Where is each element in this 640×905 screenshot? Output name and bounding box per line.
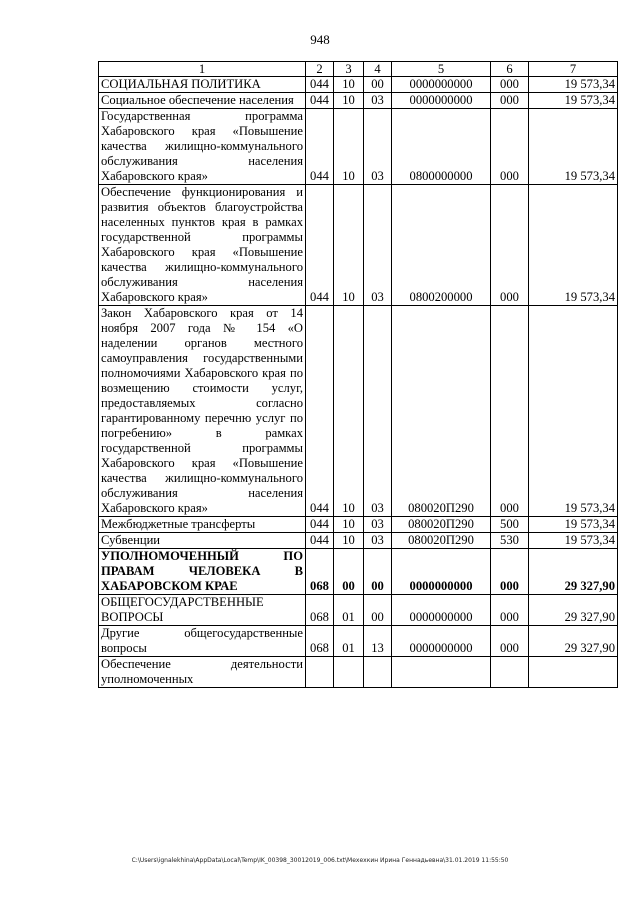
table-row — [99, 549, 618, 595]
row-code-section: 10 — [334, 93, 364, 109]
row-code-expense-type: 000 — [491, 626, 529, 657]
row-code-section: 00 — [334, 549, 364, 595]
row-name: Обеспечение деятельности уполномоченных — [99, 657, 306, 688]
row-code-subsection: 00 — [364, 77, 392, 93]
table-row — [99, 306, 618, 517]
row-amount: 19 573,34 — [529, 306, 618, 517]
row-code-ministry: 068 — [306, 595, 334, 626]
row-name: Закон Хабаровского края от 14 ноября 2007 года № 154 «О наделении органов местного самоуправления государственными полномочиями Хабаровского края по возмещению стоимости услуг, предоставляемых согласно гарантированному перечню услуг по погребению» в рамках государственной программы Хабаровского края «Повышение качества жилищно-коммунального обслуживания населения Хабаровского края» — [99, 306, 306, 517]
column-header: 4 — [364, 62, 392, 77]
row-code-section: 10 — [334, 77, 364, 93]
row-code-target — [392, 657, 491, 688]
row-amount: 19 573,34 — [529, 185, 618, 306]
row-code-subsection: 00 — [364, 549, 392, 595]
page-number: 948 — [310, 32, 330, 47]
row-amount: 29 327,90 — [529, 549, 618, 595]
row-code-ministry: 044 — [306, 517, 334, 533]
row-code-target: 0000000000 — [392, 77, 491, 93]
row-code-expense-type: 000 — [491, 93, 529, 109]
row-amount: 19 573,34 — [529, 93, 618, 109]
row-code-target: 080020П290 — [392, 306, 491, 517]
row-amount: 19 573,34 — [529, 517, 618, 533]
row-code-target: 080020П290 — [392, 517, 491, 533]
row-code-section: 10 — [334, 185, 364, 306]
row-code-subsection: 03 — [364, 109, 392, 185]
row-code-expense-type: 000 — [491, 549, 529, 595]
row-amount: 29 327,90 — [529, 595, 618, 626]
row-code-subsection: 03 — [364, 93, 392, 109]
table-row — [99, 657, 618, 688]
row-amount: 29 327,90 — [529, 626, 618, 657]
row-name: ОБЩЕГОСУДАРСТВЕННЫЕ ВОПРОСЫ — [99, 595, 306, 626]
row-code-expense-type: 530 — [491, 533, 529, 549]
column-header: 2 — [306, 62, 334, 77]
row-code-subsection: 03 — [364, 533, 392, 549]
table-row — [99, 109, 618, 185]
row-code-section: 10 — [334, 109, 364, 185]
row-code-ministry: 044 — [306, 185, 334, 306]
row-code-ministry: 068 — [306, 626, 334, 657]
row-code-subsection: 03 — [364, 517, 392, 533]
row-amount: 19 573,34 — [529, 109, 618, 185]
table-row — [99, 595, 618, 626]
row-code-ministry: 044 — [306, 77, 334, 93]
budget-table — [98, 61, 618, 688]
row-code-ministry: 044 — [306, 109, 334, 185]
row-code-expense-type: 500 — [491, 517, 529, 533]
table-row — [99, 93, 618, 109]
row-amount: 19 573,34 — [529, 533, 618, 549]
row-code-target: 0000000000 — [392, 595, 491, 626]
table-header-row — [99, 62, 618, 77]
row-code-target: 080020П290 — [392, 533, 491, 549]
row-code-expense-type: 000 — [491, 77, 529, 93]
row-code-subsection: 13 — [364, 626, 392, 657]
row-code-target: 0000000000 — [392, 93, 491, 109]
row-amount: 19 573,34 — [529, 77, 618, 93]
row-code-ministry: 044 — [306, 533, 334, 549]
row-code-expense-type: 000 — [491, 595, 529, 626]
column-header: 7 — [529, 62, 618, 77]
row-code-section — [334, 657, 364, 688]
column-header: 6 — [491, 62, 529, 77]
row-name: Другие общегосударственные вопросы — [99, 626, 306, 657]
row-code-ministry: 068 — [306, 549, 334, 595]
row-code-target: 0000000000 — [392, 549, 491, 595]
row-code-ministry: 044 — [306, 306, 334, 517]
row-code-expense-type: 000 — [491, 306, 529, 517]
row-name: УПОЛНОМОЧЕННЫЙ ПО ПРАВАМ ЧЕЛОВЕКА В ХАБАРОВСКОМ КРАЕ — [99, 549, 306, 595]
table-row — [99, 185, 618, 306]
table-row — [99, 533, 618, 549]
row-name: Государственная программа Хабаровского края «Повышение качества жилищно-коммунального обслуживания населения Хабаровского края» — [99, 109, 306, 185]
row-name: Межбюджетные трансферты — [99, 517, 306, 533]
column-header: 5 — [392, 62, 491, 77]
row-code-subsection: 03 — [364, 306, 392, 517]
row-code-subsection: 03 — [364, 185, 392, 306]
column-header: 3 — [334, 62, 364, 77]
row-code-section: 10 — [334, 533, 364, 549]
row-code-ministry — [306, 657, 334, 688]
row-code-target: 0800200000 — [392, 185, 491, 306]
row-code-expense-type — [491, 657, 529, 688]
column-header: 1 — [99, 62, 306, 77]
row-code-section: 01 — [334, 626, 364, 657]
row-name: Социальное обеспечение населения — [99, 93, 306, 109]
row-name: СОЦИАЛЬНАЯ ПОЛИТИКА — [99, 77, 306, 93]
table-row — [99, 517, 618, 533]
row-code-subsection — [364, 657, 392, 688]
row-code-section: 10 — [334, 517, 364, 533]
row-amount — [529, 657, 618, 688]
row-code-expense-type: 000 — [491, 109, 529, 185]
row-name: Субвенции — [99, 533, 306, 549]
row-code-section: 01 — [334, 595, 364, 626]
table-row — [99, 626, 618, 657]
row-code-target: 0800000000 — [392, 109, 491, 185]
row-code-expense-type: 000 — [491, 185, 529, 306]
row-code-section: 10 — [334, 306, 364, 517]
file-path-footer: C:\Users\ignalekhina\AppData\Local\Temp\IK_00398_30012019_006.txt\Мехехкин Ирина Геннадьевна\31.01.2019 11:55:50 — [131, 857, 509, 864]
table-row — [99, 77, 618, 93]
row-name: Обеспечение функционирования и развития объектов благоустройства населенных пунктов края в рамках государственной программы Хабаровского края «Повышение качества жилищно-коммунального обслуживания населения Хабаровского края» — [99, 185, 306, 306]
row-code-ministry: 044 — [306, 93, 334, 109]
row-code-target: 0000000000 — [392, 626, 491, 657]
row-code-subsection: 00 — [364, 595, 392, 626]
